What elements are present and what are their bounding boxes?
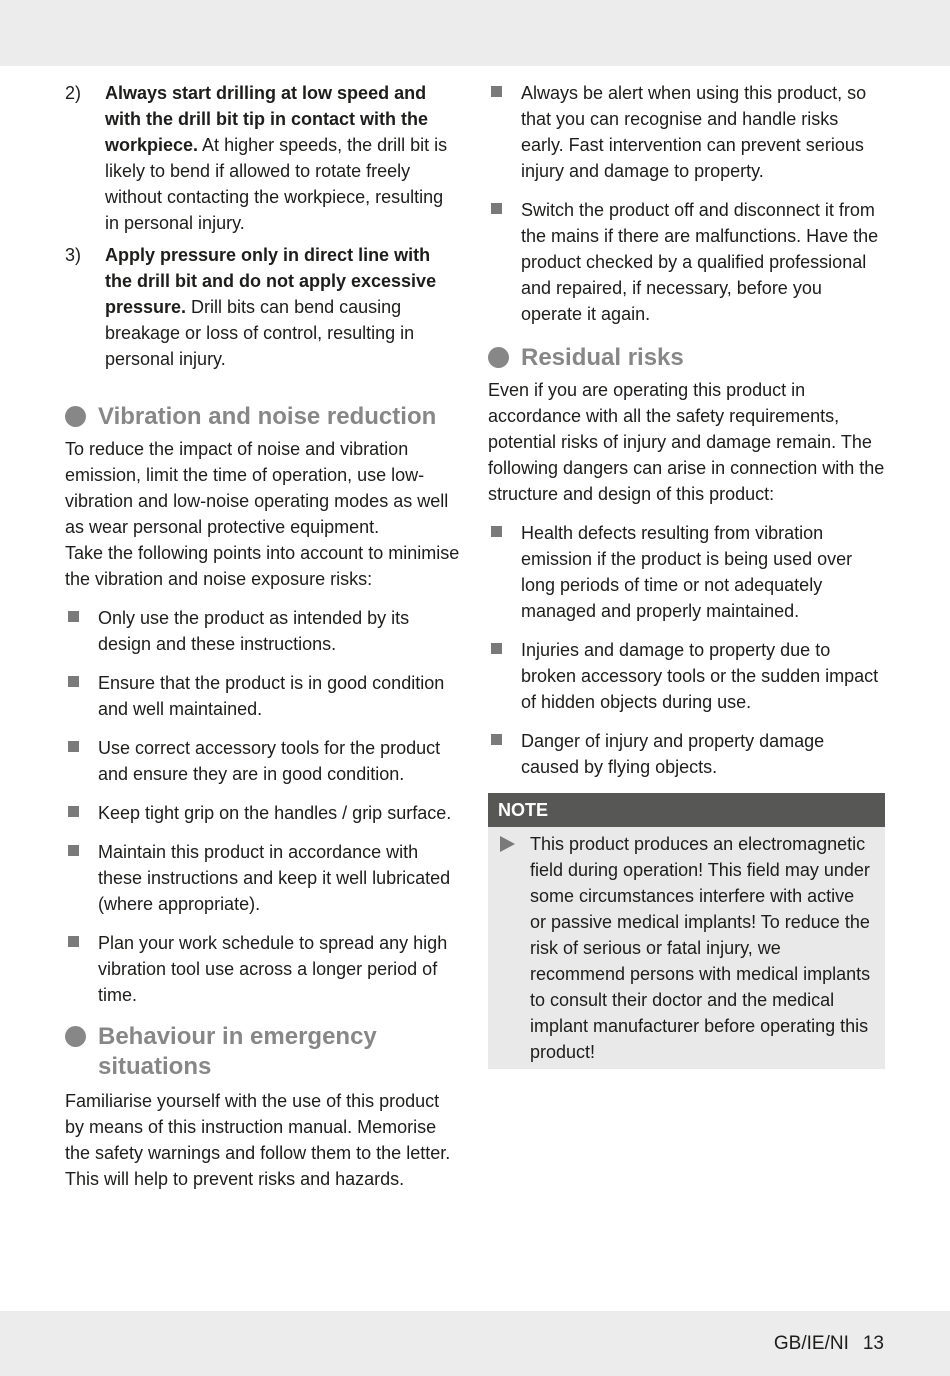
triangle-arrow-icon bbox=[500, 836, 515, 852]
section-heading-residual-risks bbox=[488, 343, 885, 373]
list-item-text: Injuries and damage to property due to broken accessory tools or the sudden impact of hidden objects during use. bbox=[521, 640, 879, 712]
page-footer bbox=[774, 1331, 884, 1357]
square-bullet-icon bbox=[491, 734, 502, 745]
heading-text: Residual risks bbox=[521, 344, 684, 371]
list-item bbox=[65, 800, 460, 826]
note-body bbox=[488, 827, 885, 1069]
list-item-text: Use correct accessory tools for the product and ensure they are in good condition. bbox=[98, 738, 441, 784]
square-bullet-icon bbox=[491, 643, 502, 654]
list-item-text: Always be alert when using this product, so that you can recognise and handle risks early. Fast intervention can prevent serious injury and damage to property. bbox=[521, 83, 867, 181]
heading-text: Vibration and noise reduction bbox=[98, 403, 437, 430]
item-body bbox=[105, 80, 460, 236]
list-item-text: Only use the product as intended by its design and these instructions. bbox=[98, 608, 410, 654]
vibration-bullet-list bbox=[65, 605, 460, 1008]
square-bullet-icon bbox=[68, 936, 79, 947]
item-bold-text: Apply pressure only in direct line with the drill bit and do not apply excessive pressure. bbox=[105, 245, 437, 317]
section-heading-emergency bbox=[65, 1022, 460, 1082]
heading-text: Behaviour in emergency situations bbox=[98, 1023, 377, 1080]
square-bullet-icon bbox=[491, 526, 502, 537]
item-bold-text: Always start drilling at low speed and with the drill bit tip in contact with the workpiece. bbox=[105, 83, 428, 155]
square-bullet-icon bbox=[68, 611, 79, 622]
list-item-text: Ensure that the product is in good condition and well maintained. bbox=[98, 673, 445, 719]
square-bullet-icon bbox=[68, 845, 79, 856]
list-item bbox=[488, 637, 885, 715]
left-column bbox=[65, 80, 460, 1192]
note-text: This product produces an electromagnetic field during operation! This field may under some circumstances interfere with active or passive medical implants! To reduce the risk of serious or fatal injury, we recommend persons with medical implants to consult their doctor and the medical implant manufacturer before operating this product! bbox=[530, 834, 871, 1062]
list-item bbox=[65, 930, 460, 1008]
residual-paragraph: Even if you are operating this product in accordance with all the safety requirements, potential risks of injury and damage remain. The following dangers can arise in connection with the structure and design of this product: bbox=[488, 380, 885, 504]
list-item bbox=[488, 728, 885, 780]
bullet-circle-icon bbox=[65, 1026, 86, 1047]
section-heading-vibration bbox=[65, 402, 460, 432]
list-item-text: Plan your work schedule to spread any high vibration tool use across a longer period of time. bbox=[98, 933, 448, 1005]
item-text: At higher speeds, the drill bit is likely to bend if allowed to rotate freely without contacting the workpiece, resulting in personal injury. bbox=[105, 135, 448, 233]
right-column bbox=[488, 80, 885, 1069]
vibration-paragraph-2: Take the following points into account to minimise the vibration and noise exposure risks: bbox=[65, 543, 460, 589]
numbered-item-2 bbox=[65, 80, 460, 236]
list-item bbox=[488, 80, 885, 184]
square-bullet-icon bbox=[491, 86, 502, 97]
square-bullet-icon bbox=[68, 741, 79, 752]
list-item bbox=[488, 197, 885, 327]
item-body bbox=[105, 242, 460, 372]
emergency-paragraph: Familiarise yourself with the use of this product by means of this instruction manual. Memorise the safety warnings and follow them to the letter. This will help to prevent risks and hazards. bbox=[65, 1091, 451, 1189]
language-codes: GB/IE/NI bbox=[773, 1333, 849, 1354]
vibration-paragraph-1: To reduce the impact of noise and vibration emission, limit the time of operation, use low-vibration and low-noise operating modes as well as wear personal protective equipment. bbox=[65, 439, 449, 537]
list-item bbox=[65, 670, 460, 722]
list-item-text: Danger of injury and property damage caused by flying objects. bbox=[521, 731, 825, 777]
residual-bullet-list bbox=[488, 520, 885, 780]
page-number: 13 bbox=[862, 1333, 884, 1354]
bullet-circle-icon bbox=[65, 406, 86, 427]
item-text: Drill bits can bend causing breakage or loss of control, resulting in personal injury. bbox=[105, 297, 415, 369]
list-item-text: Health defects resulting from vibration emission if the product is being used over long periods of time or not adequately managed and properly maintained. bbox=[521, 523, 853, 621]
square-bullet-icon bbox=[68, 676, 79, 687]
list-item-text: Maintain this product in accordance with these instructions and keep it well lubricated (where appropriate). bbox=[98, 842, 451, 914]
item-number: 2) bbox=[65, 83, 82, 103]
list-item bbox=[65, 605, 460, 657]
bullet-circle-icon bbox=[488, 347, 509, 368]
list-item-text: Switch the product off and disconnect it from the mains if there are malfunctions. Have the product checked by a qualified professional and repaired, if necessary, before you operate it again. bbox=[521, 200, 879, 324]
square-bullet-icon bbox=[491, 203, 502, 214]
square-bullet-icon bbox=[68, 806, 79, 817]
item-number: 3) bbox=[65, 245, 82, 265]
note-box bbox=[488, 793, 885, 1069]
numbered-item-3 bbox=[65, 242, 460, 372]
list-item bbox=[65, 735, 460, 787]
list-item bbox=[488, 520, 885, 624]
list-item-text: Keep tight grip on the handles / grip surface. bbox=[98, 803, 452, 823]
safety-bullet-list bbox=[488, 80, 885, 327]
top-band bbox=[0, 0, 950, 66]
list-item bbox=[65, 839, 460, 917]
note-title: NOTE bbox=[488, 793, 885, 827]
